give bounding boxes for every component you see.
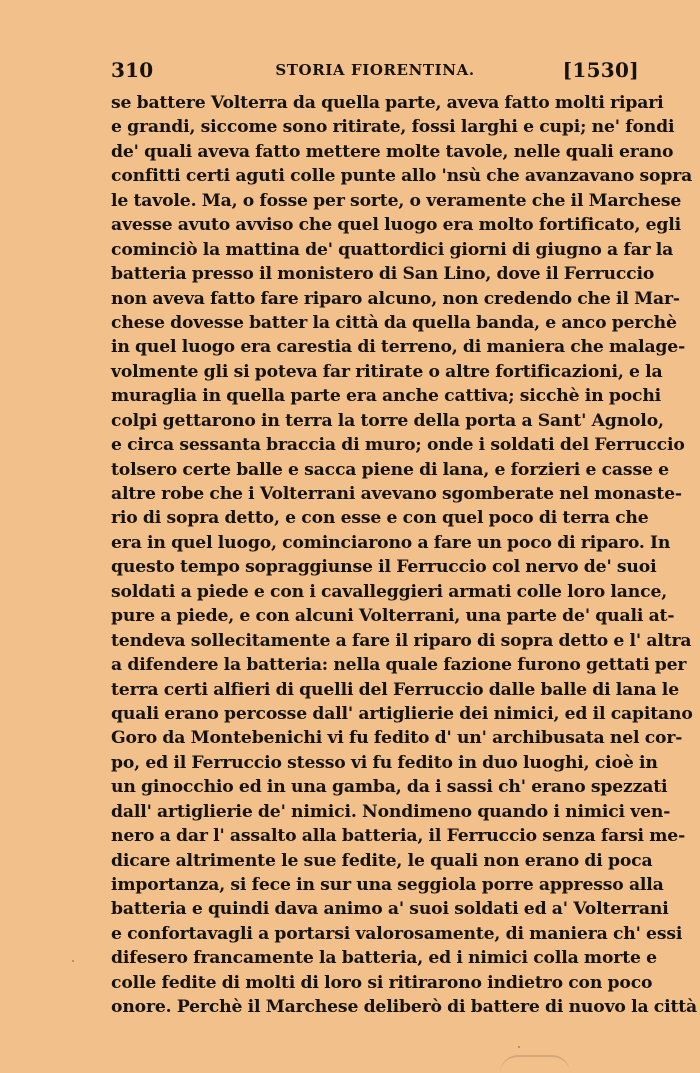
text-line: un ginocchio ed in una gamba, da i sassi ch' erano spezzati (111, 777, 668, 798)
text-line: dall' artiglierie de' nimici. Nondimeno quando i nimici ven- (111, 801, 671, 822)
page-number: 310 (111, 58, 154, 82)
text-line: cominciò la mattina de' quattordici giorni di giugno a far la (111, 239, 674, 260)
text-line: e confortavagli a portarsi valorosamente, di maniera ch' essi (111, 923, 683, 944)
text-line: nero a dar l' assalto alla batteria, il Ferruccio senza farsi me- (111, 826, 686, 847)
text-line: onore. Perchè il Marchese deliberò di battere di nuovo la città (111, 997, 698, 1018)
text-line: avesse avuto avviso che quel luogo era molto fortificato, egli (111, 215, 682, 236)
scan-speck (518, 1046, 520, 1048)
text-line: le tavole. Ma, o fosse per sorte, o veramente che il Marchese (111, 190, 682, 211)
text-line: colle fedite di molti di loro si ritirarono indietro con poco (111, 972, 653, 993)
scan-smudge (500, 1055, 570, 1073)
text-line: tendeva sollecitamente a fare il riparo di sopra detto e l' altra (111, 630, 692, 651)
body-text (111, 91, 698, 1020)
text-line: e grandi, siccome sono ritirate, fossi larghi e cupi; ne' fondi (111, 117, 675, 138)
text-line: se battere Volterra da quella parte, aveva fatto molti ripari (111, 93, 664, 113)
text-line: Goro da Montebenichi vi fu fedito d' un' archibusata nel cor- (111, 728, 683, 749)
text-line: muraglia in quella parte era anche cattiva; sicchè in pochi (111, 386, 662, 407)
text-line: terra certi alfieri di quelli del Ferruccio dalle balle di lana le (111, 679, 679, 700)
text-line: importanza, si fece in sur una seggiola porre appresso alla (111, 875, 664, 895)
text-line: dicare altrimente le sue fedite, le quali non erano di poca (111, 850, 653, 871)
text-line: non aveva fatto fare riparo alcuno, non credendo che il Mar- (111, 288, 680, 309)
text-line: po, ed il Ferruccio stesso vi fu fedito in duo luoghi, cioè in (111, 752, 658, 773)
text-line: difesero francamente la batteria, ed i nimici colla morte e (111, 948, 657, 969)
text-line: a difendere la batteria: nella quale fazione furono gettati per (111, 655, 687, 676)
text-line: altre robe che i Volterrani avevano sgomberate nel monaste- (111, 484, 682, 504)
page-header (111, 58, 639, 86)
text-line: soldati a piede e con i cavalleggieri armati colle loro lance, (111, 581, 668, 602)
text-line: pure a piede, e con alcuni Volterrani, una parte de' quali at- (111, 606, 675, 627)
text-line: questo tempo sopraggiunse il Ferruccio col nervo de' suoi (111, 557, 657, 578)
text-line: rio di sopra detto, e con esse e con quel poco di terra che (111, 508, 649, 529)
text-line: chese dovesse batter la città da quella banda, e anco perchè (111, 312, 677, 333)
text-line: in quel luogo era carestia di terreno, di maniera che malage- (111, 337, 686, 358)
text-line: volmente gli si poteva far ritirate o altre fortificazioni, e la (111, 361, 663, 382)
text-line: colpi gettarono in terra la torre della porta a Sant' Agnolo, (111, 410, 664, 431)
text-line: confitti certi aguti colle punte allo 'nsù che avanzavano sopra (111, 166, 693, 187)
text-line: quali erano percosse dall' artiglierie dei nimici, ed il capitano (111, 703, 693, 724)
year-marker: [1530] (562, 58, 639, 82)
text-line: e circa sessanta braccia di muro; onde i soldati del Ferruccio (111, 435, 685, 456)
text-line: batteria e quindi dava animo a' suoi soldati ed a' Volterrani (111, 899, 669, 920)
text-line: era in quel luogo, cominciarono a fare un poco di riparo. In (111, 532, 671, 553)
scan-speck (72, 960, 74, 962)
running-title: STORIA FIORENTINA. (275, 61, 475, 79)
text-line: batteria presso il monistero di San Lino, dove il Ferruccio (111, 264, 655, 285)
text-line: de' quali aveva fatto mettere molte tavole, nelle quali erano (111, 141, 674, 162)
text-line: tolsero certe balle e sacca piene di lana, e forzieri e casse e (111, 459, 669, 480)
